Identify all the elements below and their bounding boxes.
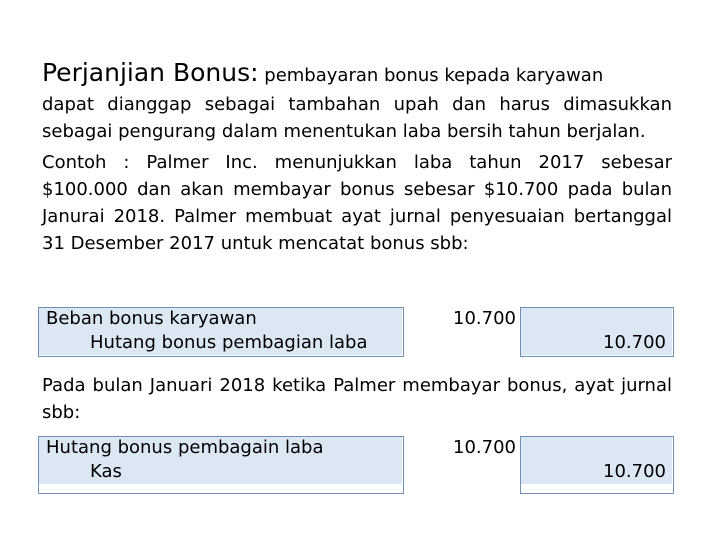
paragraph-definition: dapat dianggap sebagai tambahan upah dan harus dimasukkan sebagai pengurang dalam menentukan laba bersih tahun berjalan. bbox=[42, 94, 672, 142]
debit-amount bbox=[402, 331, 520, 355]
debit-amount bbox=[402, 460, 520, 484]
account-name: Beban bonus karyawan bbox=[38, 307, 402, 331]
slide-body bbox=[42, 58, 672, 257]
credit-amount bbox=[520, 436, 672, 460]
journal-entry-accrual bbox=[38, 307, 672, 355]
journal-entry-payment bbox=[38, 436, 672, 484]
account-name: Hutang bonus pembagain laba bbox=[38, 436, 402, 460]
journal-row bbox=[38, 331, 672, 355]
heading-lead: pembayaran bonus kepada karyawan bbox=[258, 65, 604, 86]
credit-amount: 10.700 bbox=[520, 460, 672, 484]
journal-row bbox=[38, 436, 672, 460]
journal-row bbox=[38, 460, 672, 484]
debit-amount: 10.700 bbox=[402, 436, 520, 460]
account-name: Kas bbox=[38, 460, 402, 484]
credit-amount bbox=[520, 307, 672, 331]
journal-row bbox=[38, 307, 672, 331]
paragraph-payment: Pada bulan Januari 2018 ketika Palmer membayar bonus, ayat jurnal sbb: bbox=[42, 375, 672, 423]
slide-title: Perjanjian Bonus: bbox=[42, 58, 259, 87]
account-name: Hutang bonus pembagian laba bbox=[38, 331, 402, 355]
debit-amount: 10.700 bbox=[402, 307, 520, 331]
credit-amount: 10.700 bbox=[520, 331, 672, 355]
heading-line bbox=[42, 58, 672, 91]
paragraph-example: Contoh : Palmer Inc. menunjukkan laba tahun 2017 sebesar $100.000 dan akan membayar bonus sebesar $10.700 pada bulan Janurai 2018. Palmer membuat ayat jurnal penyesuaian bertanggal 31 Desember 2017 untuk mencatat bonus sbb: bbox=[42, 152, 672, 254]
